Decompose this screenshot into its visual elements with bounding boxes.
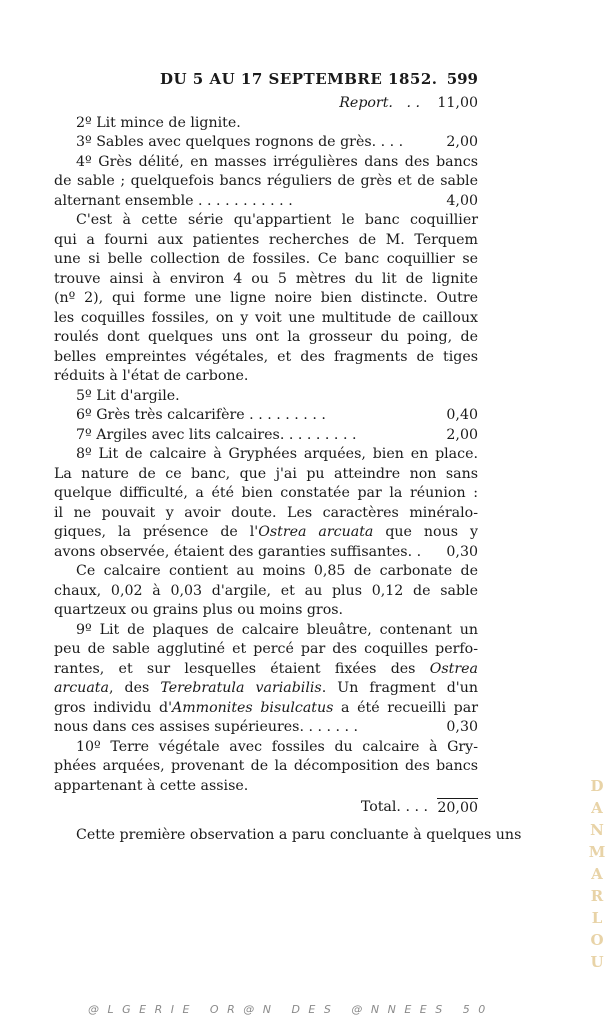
side-stamp-letter: D xyxy=(590,777,604,795)
item-9-line-last: nous dans ces assises supérieures. . . . . . . 0,30 xyxy=(54,718,478,738)
item-7: 7º Argiles avec lits calcaires. . . . . . . . . 2,00 xyxy=(54,426,478,446)
side-stamp-letter: A xyxy=(591,799,603,817)
item-8-line: quelque difficulté, a été bien constatée par la réunion : xyxy=(54,485,478,501)
para-line: qui a fourni aux patientes recherches de M. Terquem xyxy=(54,231,478,248)
item-8-value: 0,30 xyxy=(446,543,478,560)
item-9-line: 9º Lit de plaques de calcaire bleuâtre, contenant un xyxy=(76,621,478,638)
para-line: une si belle collection de fossiles. Ce banc coquillier se xyxy=(54,251,478,267)
item-2: 2º Lit mince de lignite. xyxy=(76,114,241,131)
total-label: Total. . . . xyxy=(360,799,428,815)
side-stamp-letter: O xyxy=(590,931,604,949)
item-3: 3º Sables avec quelques rognons de grès. . . . 2,00 xyxy=(54,133,478,153)
para-line: (nº 2), qui forme une ligne noire bien distincte. Outre xyxy=(54,290,478,306)
side-stamp-letter: M xyxy=(588,843,606,861)
side-stamp-letter: R xyxy=(590,887,604,905)
item-9-line: arcuata, des Terebratula variabilis. Un fragment d'un xyxy=(54,680,478,696)
item-4-line-1: 4º Grès délité, en masses irrégulières dans des bancs xyxy=(76,153,478,170)
watermark: @LGERIE OR@N DES @NNEES 50 xyxy=(88,1003,494,1016)
item-8-line: giques, la présence de l'Ostrea arcuata que nous y xyxy=(54,524,478,540)
para-line: Ce calcaire contient au moins 0,85 de carbonate de xyxy=(76,563,478,579)
para-line: les coquilles fossiles, on y voit une multitude de cailloux xyxy=(54,309,478,326)
total-line xyxy=(54,798,478,822)
item-8-line: La nature de ce banc, que j'ai pu atteindre non sans xyxy=(54,465,478,482)
item-9-line: rantes, et sur lesquelles étaient fixées des Ostrea xyxy=(54,660,478,677)
para-line: quartzeux ou grains plus ou moins gros. xyxy=(54,602,344,618)
para-line: belles empreintes végétales, et des fragments de tiges xyxy=(54,348,478,365)
report-label: Report. . . xyxy=(339,95,420,111)
para-line: trouve ainsi à environ 4 ou 5 mètres du lit de lignite xyxy=(54,270,478,287)
item-4-line-2: de sable ; quelquefois bancs réguliers de grès et de sable xyxy=(54,173,478,189)
side-stamp-letter: L xyxy=(591,909,603,927)
side-stamp-letter: N xyxy=(590,821,604,839)
report-value: 11,00 xyxy=(437,95,478,111)
side-stamp xyxy=(588,775,606,973)
para-line: réduits à l'état de carbone. xyxy=(54,368,249,384)
item-8-line-last: avons observée, étaient des garanties suffisantes. . 0,30 xyxy=(54,543,478,563)
running-title: DU 5 AU 17 SEPTEMBRE 1852. xyxy=(160,70,438,88)
para-line: C'est à cette série qu'appartient le banc coquillier xyxy=(76,212,478,228)
item-4-value: 4,00 xyxy=(446,192,478,209)
running-header xyxy=(160,70,478,90)
total-value: 20,00 xyxy=(437,800,478,816)
item-10-line: appartenant à cette assise. xyxy=(54,777,249,794)
item-7-value: 2,00 xyxy=(446,426,478,443)
side-stamp-letter: A xyxy=(591,865,603,883)
item-10-line: phées arquées, provenant de la décomposition des bancs xyxy=(54,758,478,774)
item-8-line: 8º Lit de calcaire à Gryphées arquées, bien en place. xyxy=(76,446,478,462)
page-body xyxy=(54,94,522,846)
item-3-value: 2,00 xyxy=(446,134,478,150)
item-8-line: il ne pouvait y avoir doute. Les caractères minéralo- xyxy=(54,504,478,521)
page-number: 599 xyxy=(446,70,478,88)
closing-line: Cette première observation a paru concluante à quelques uns xyxy=(76,827,522,843)
report-line xyxy=(54,94,478,114)
para-line: roulés dont quelques uns ont la grosseur du poing, de xyxy=(54,329,478,345)
item-6-value: 0,40 xyxy=(446,407,478,423)
item-5: 5º Lit d'argile. xyxy=(76,387,180,404)
item-6: 6º Grès très calcarifère . . . . . . . . . 0,40 xyxy=(54,406,478,426)
item-9-line: gros individu d'Ammonites bisulcatus a été recueilli par xyxy=(54,699,478,716)
item-4-line-3: alternant ensemble . . . . . . . . . . . 4,00 xyxy=(54,192,478,212)
para-line: chaux, 0,02 à 0,03 d'argile, et au plus 0,12 de sable xyxy=(54,582,478,599)
side-stamp-letter: U xyxy=(590,953,604,971)
item-10-line: 10º Terre végétale avec fossiles du calcaire à Gry- xyxy=(76,738,478,755)
item-9-value: 0,30 xyxy=(446,719,478,735)
item-9-line: peu de sable agglutiné et percé par des coquilles perfo- xyxy=(54,641,478,657)
